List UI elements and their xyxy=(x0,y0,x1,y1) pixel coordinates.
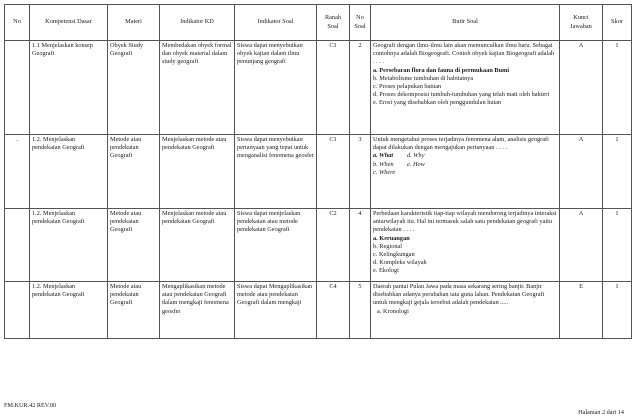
row-no-soal: 3 xyxy=(350,135,371,209)
row-skor: 1 xyxy=(603,282,632,339)
row-butir xyxy=(371,209,560,282)
option-pair xyxy=(373,161,557,169)
option-a: a. What xyxy=(373,152,394,160)
option-b: b. When xyxy=(373,160,394,168)
header-indikator-kd: Indikator KD xyxy=(160,5,235,41)
row-indikator-kd: Menjelaskan metode atau pendekatan Geografi xyxy=(160,135,235,209)
option-pair xyxy=(373,152,557,160)
option-b: b. Metabolisme tumbuhan di habitatnya xyxy=(373,74,474,82)
row-kd: 1.1 Menjelaskan konsep Geografi xyxy=(30,41,108,135)
header-row xyxy=(5,5,632,41)
option-e: e. Erosi yang disebabkan oleh penggundulan hutan xyxy=(373,99,502,107)
row-indikator-kd: Mengaplikasikan metode atau pendekatan Geografi dalam mengkaji fenomena geosfer xyxy=(160,282,235,339)
option-a: a. Kronologi xyxy=(377,307,409,315)
page-number: Halaman 2 dari 14 xyxy=(578,409,624,416)
header-materi: Materi xyxy=(108,5,160,41)
row-ranah: C2 xyxy=(317,209,350,282)
row-indikator-soal: Siswa dapat Mengaplikasikan metode atau pendekatan Geografi dalam mengkaji xyxy=(235,282,317,339)
header-no-soal: No Soal xyxy=(350,5,371,41)
question-text: Daerah pantai Pulau Jawa pada masa sekarang sering banjir. Banjir disebabkan adanya perubahan tata guna lahan. Pendekatan Geografi untuk mengkaji gejala tersebut adalah pendekatan ..... xyxy=(373,283,545,307)
row-butir xyxy=(371,282,560,339)
option-a: a. Persebaran flora dan fauna di permukaan Bumi xyxy=(373,66,510,74)
header-kd: Kompetensi Dasar xyxy=(30,5,108,41)
question-text: Perbedaan karakteristik tiap-tiap wilayah mendorong terjadinya interaksi antarwilayah itu. Hal ini termasuk salah satu pendekatan geografi yaitu pendekatan . . . . xyxy=(373,210,557,234)
option-d: d. Why xyxy=(407,152,425,160)
option-c: c. Where xyxy=(373,168,396,176)
row-indikator-soal: Siswa dapat menyebutkan obyek kajian dalam ilmu penunjang geografi xyxy=(235,41,317,135)
row-no xyxy=(5,209,30,282)
table-row xyxy=(5,209,632,282)
row-no xyxy=(5,41,30,135)
row-ranah: C1 xyxy=(317,41,350,135)
row-kd: 1.2. Menjelaskan pendekatan Geografi xyxy=(30,209,108,282)
row-kunci: E xyxy=(560,282,603,339)
header-skor: Skor xyxy=(603,5,632,41)
row-materi: Obyek Study Geografi xyxy=(108,41,160,135)
header-indikator-soal: Indikator Soal xyxy=(235,5,317,41)
row-no-soal: 2 xyxy=(350,41,371,135)
option-b: b. Regional xyxy=(373,242,403,250)
option-a: a. Keruangan xyxy=(373,234,410,242)
row-skor: 1 xyxy=(603,41,632,135)
option-c: c. Proses pelapukan batuan xyxy=(373,82,442,90)
row-indikator-kd: Menjelaskan metode atau pendekatan Geografi xyxy=(160,209,235,282)
row-no-soal: 4 xyxy=(350,209,371,282)
option-d: d. Proses dekomposisi tumbuh-tumbuhan yang telah mati oleh bakteri xyxy=(373,91,550,99)
option-e: e. How xyxy=(407,160,425,168)
header-kunci: Kunci Jawaban xyxy=(560,5,603,41)
question-text: Untuk mengetahui proses terjadinya fenomena alam, analisis geografi dapat dilakukan dengan mengajukan pertanyaan . . . . xyxy=(373,136,549,152)
row-indikator-kd: Membedakan obyek formal dan obyek material dalam study geografi xyxy=(160,41,235,135)
question-text: Geografi dengan ilmu-ilmu lain akan memunculkan ilmu baru. Sebagai contohnya adalah Biogeografi. Contoh obyek kajian Biogeografi adalah . . . . xyxy=(373,42,555,66)
row-no xyxy=(5,282,30,339)
kisi-kisi-table xyxy=(4,4,632,339)
option-e: e. Ekologi xyxy=(373,267,399,275)
row-kd: 1.2. Menjelaskan pendekatan Geografi xyxy=(30,282,108,339)
option-c: c. Kelingkungan xyxy=(373,250,415,258)
row-kunci: A xyxy=(560,41,603,135)
row-skor: 1 xyxy=(603,209,632,282)
row-ranah: C1 xyxy=(317,135,350,209)
row-skor: 1 xyxy=(603,135,632,209)
row-materi: Metode atau pendekatan Geografi xyxy=(108,209,160,282)
form-code: FM.KUR.42 REV.00 xyxy=(4,402,57,409)
header-ranah: Ranah Soal xyxy=(317,5,350,41)
header-no: No xyxy=(5,5,30,41)
row-kunci: A xyxy=(560,135,603,209)
row-butir xyxy=(371,41,560,135)
row-indikator-soal: Siswa dapat menjelaskan pendekatan atau metode pendekatan Geografi xyxy=(235,209,317,282)
row-kunci: A xyxy=(560,209,603,282)
option-d: d. Kompleks wilayah xyxy=(373,259,427,267)
row-ranah: C4 xyxy=(317,282,350,339)
header-butir: Butir Soal xyxy=(371,5,560,41)
table-row xyxy=(5,41,632,135)
row-kd: 1.2. Menjelaskan pendekatan Geografi xyxy=(30,135,108,209)
option-pair xyxy=(373,169,557,177)
row-butir xyxy=(371,135,560,209)
row-materi: Metode atau pendekatan Geografi xyxy=(108,282,160,339)
row-indikator-soal: Siswa dapat menyebutkan pertanyaan yang tepat untuk menganalisi fenomena geosfer xyxy=(235,135,317,209)
table-row xyxy=(5,135,632,209)
row-materi: Metode atau pendekatan Geografi xyxy=(108,135,160,209)
row-no-soal: 5 xyxy=(350,282,371,339)
table-row xyxy=(5,282,632,339)
row-no: . xyxy=(5,135,30,209)
